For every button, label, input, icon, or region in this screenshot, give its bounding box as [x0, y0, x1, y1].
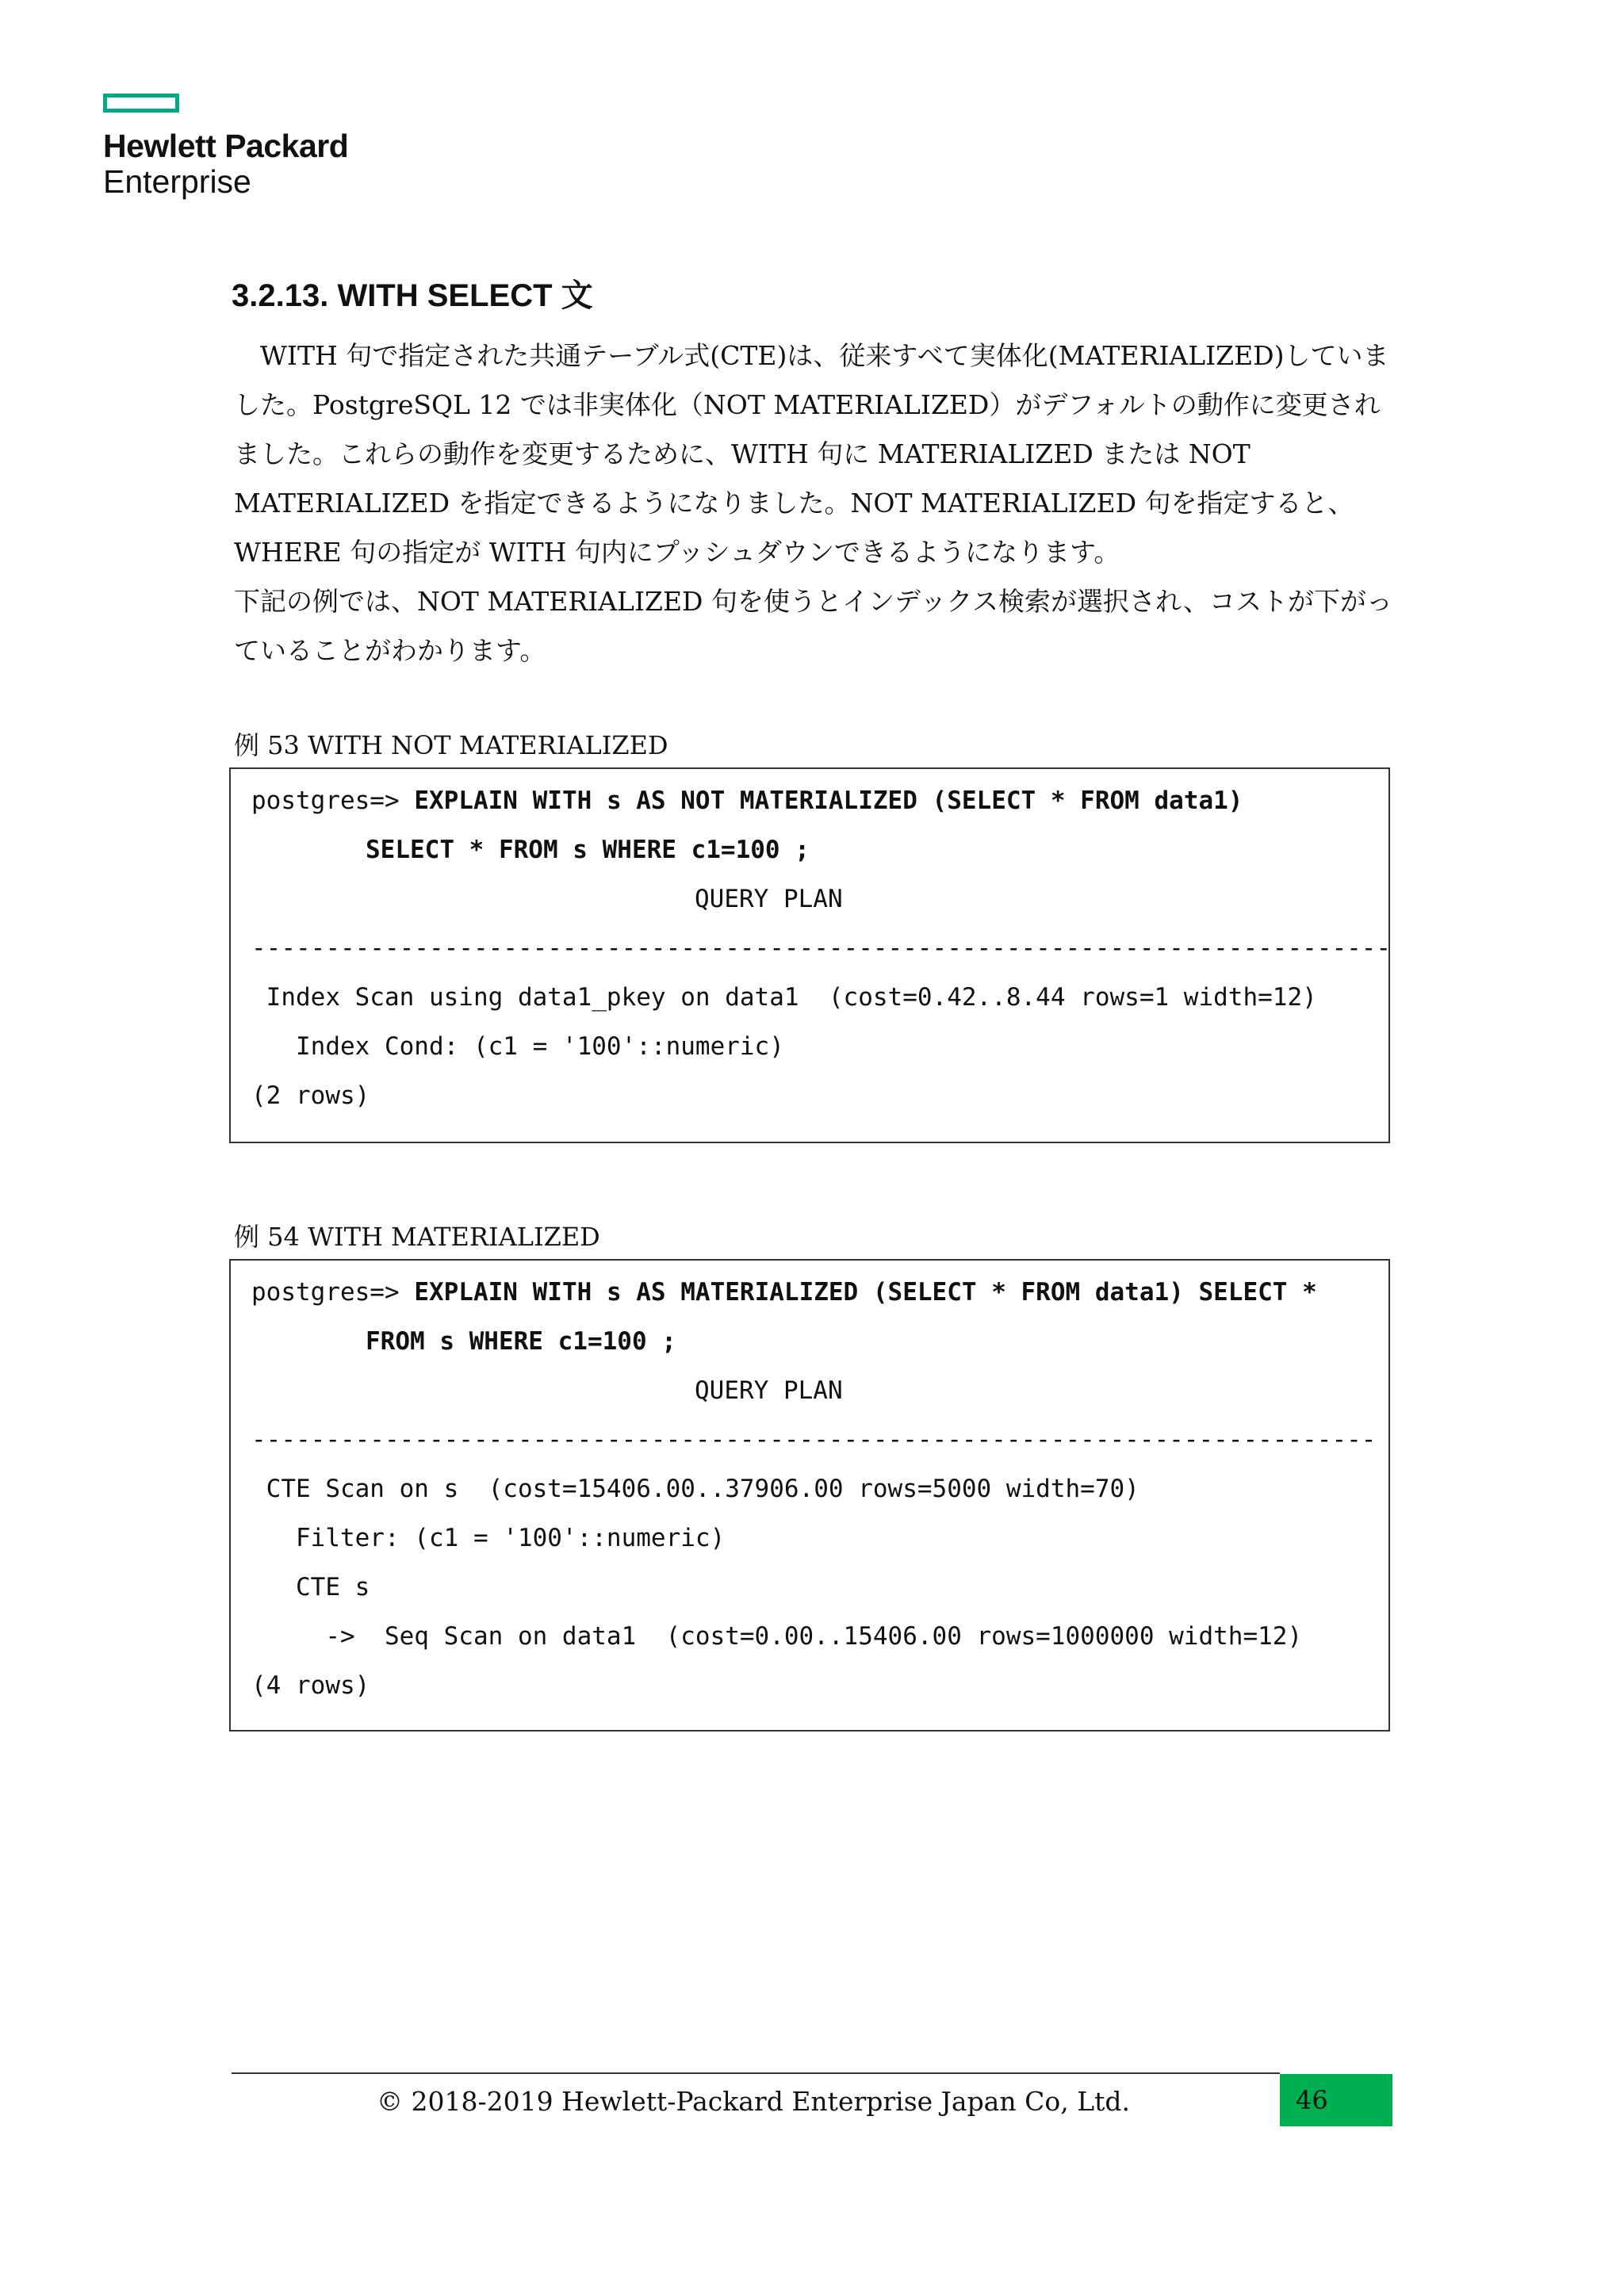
- plan-header: QUERY PLAN: [695, 885, 843, 913]
- plan-row: -> Seq Scan on data1 (cost=0.00..15406.00 rows=1000000 width=12): [251, 1622, 1303, 1651]
- code-line: [251, 1276, 1317, 1308]
- code-block: [229, 767, 1390, 1143]
- body-paragraph: WITH 句で指定された共通テーブル式(CTE)は、従来すべて実体化(MATERIALIZED)していました。PostgreSQL 12 では非実体化（NOT MATERIALIZED）がデフォルトの動作に変更されました。これらの動作を変更するために、WITH 句に MATERIALIZED または NOT MATERIALIZED を指定できるようになりました。NOT MATERIALIZED 句を指定すると、WHERE 句の指定が WITH 句内にプッシュダウンできるようになります。: [234, 340, 1389, 568]
- plan-row: Filter: (c1 = '100'::numeric): [251, 1524, 726, 1552]
- plan-separator: -----------------------------------------------------------------------------: [251, 934, 1392, 962]
- logo-mark: [103, 94, 179, 113]
- plan-row: Index Scan using data1_pkey on data1 (cost=0.42..8.44 rows=1 width=12): [251, 983, 1317, 1012]
- hpe-logo: [103, 94, 348, 200]
- plan-row: CTE s: [251, 1573, 370, 1601]
- code-block: [229, 1259, 1390, 1732]
- plan-row: (2 rows): [251, 1081, 370, 1110]
- example-label: 例 54 WITH MATERIALIZED: [234, 1222, 600, 1252]
- code-command: EXPLAIN WITH s AS NOT MATERIALIZED (SELECT * FROM data1): [414, 786, 1243, 815]
- code-prompt: postgres=>: [251, 1278, 415, 1307]
- code-line: [251, 785, 1243, 817]
- footer-divider: [232, 2072, 1280, 2074]
- plan-row: Index Cond: (c1 = '100'::numeric): [251, 1032, 784, 1061]
- logo-wordmark-line2: Enterprise: [103, 163, 251, 200]
- body-paragraph: 下記の例では、NOT MATERIALIZED 句を使うとインデックス検索が選択され、コストが下がっていることがわかります。: [234, 586, 1392, 666]
- footer-copyright: © 2018-2019 Hewlett-Packard Enterprise Japan Co, Ltd.: [377, 2086, 1130, 2117]
- plan-row: CTE Scan on s (cost=15406.00..37906.00 rows=5000 width=70): [251, 1475, 1139, 1503]
- section-title: 3.2.13. WITH SELECT 文: [232, 278, 593, 313]
- plan-row: (4 rows): [251, 1671, 370, 1700]
- page-number-box: [1280, 2074, 1392, 2126]
- logo-wordmark-line1: Hewlett Packard: [103, 128, 349, 164]
- plan-separator: ----------------------------------------------------------------------------: [251, 1425, 1377, 1454]
- code-command: FROM s WHERE c1=100 ;: [366, 1327, 676, 1356]
- plan-header: QUERY PLAN: [695, 1376, 843, 1405]
- code-command: SELECT * FROM s WHERE c1=100 ;: [366, 836, 810, 864]
- example-label: 例 53 WITH NOT MATERIALIZED: [234, 730, 668, 760]
- code-command: EXPLAIN WITH s AS MATERIALIZED (SELECT * FROM data1) SELECT *: [414, 1278, 1317, 1307]
- page-number: 46: [1296, 2085, 1328, 2115]
- section-body: [234, 331, 1400, 675]
- code-prompt: postgres=>: [251, 786, 415, 815]
